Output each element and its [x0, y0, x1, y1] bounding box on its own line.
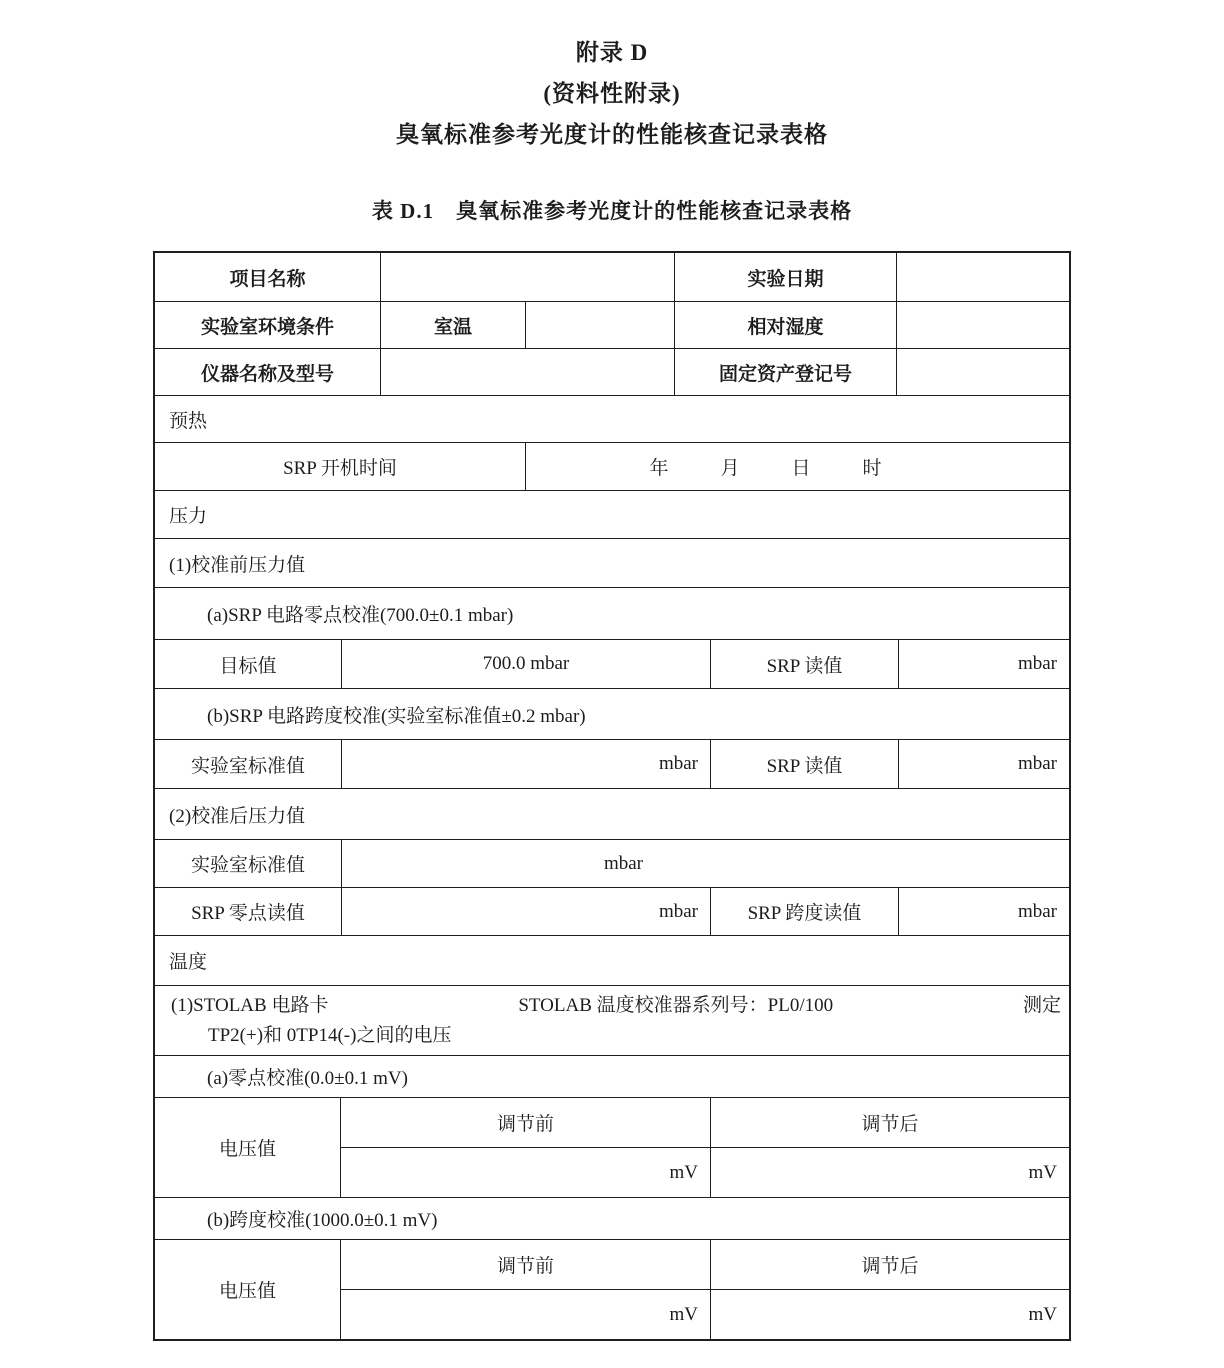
table-row: [155, 1097, 1069, 1197]
srp-start-datetime-cell: [525, 443, 1069, 490]
lab-std-label: 实验室标准值: [190, 755, 305, 777]
srp-span-reading-unit: mbar: [898, 888, 1069, 935]
stolab-serial-label: STOLAB 温度校准器系列号：PL0/100: [518, 994, 834, 1016]
voltage-zero-header-row: [341, 1098, 1069, 1147]
after-adjust-unit: mV: [710, 1290, 1069, 1339]
voltage-span-header-row: [341, 1240, 1069, 1289]
srp-zero-reading-label: SRP 零点读值: [191, 903, 305, 924]
day-label: 日: [791, 458, 811, 479]
room-temp-label: 室温: [380, 302, 525, 348]
before-adjust-unit: mV: [669, 1303, 698, 1325]
after-adjust-unit: mV: [710, 1148, 1069, 1197]
record-form-table: [153, 251, 1071, 1341]
asset-no-value-cell: [896, 349, 1069, 395]
voltage-zero-grid: [340, 1098, 1069, 1197]
table-row: [155, 253, 1069, 301]
pressure-section-label: 压力: [169, 506, 208, 527]
table-row: [155, 442, 1069, 490]
srp-zero-reading-unit: mbar: [341, 888, 710, 935]
srp-start-time-label: SRP 开机时间: [283, 458, 397, 479]
pressure-span-cal-label: (b)SRP 电路跨度校准(实验室标准值±0.2 mbar): [207, 705, 586, 727]
lab-std-label: 实验室标准值: [190, 855, 305, 876]
pressure-before-label: (1)校准前压力值: [169, 554, 306, 576]
preheat-section-label: 预热: [169, 410, 208, 432]
after-adjust-label: 调节后: [710, 1098, 1069, 1147]
year-label: 年: [649, 458, 669, 479]
table-row: [155, 935, 1069, 985]
pressure-zero-cal-label: (a)SRP 电路零点校准(700.0±0.1 mbar): [207, 605, 514, 626]
appendix-subject-title: 臭氧标准参考光度计的性能核查记录表格: [396, 122, 828, 147]
humidity-value-cell: [896, 302, 1069, 348]
table-row: [155, 887, 1069, 935]
stolab-line1: [171, 991, 1061, 1021]
srp-reading-label: SRP 读值: [710, 640, 898, 688]
table-row: [155, 348, 1069, 395]
before-adjust-unit: mV: [669, 1161, 698, 1183]
table-row: [155, 639, 1069, 688]
table-row: [155, 1239, 1069, 1339]
hour-label: 时: [862, 458, 882, 479]
voltage-value-label: 电压值: [218, 1281, 276, 1302]
srp-reading-label: SRP 读值: [710, 740, 898, 788]
after-adjust-label: 调节后: [710, 1240, 1069, 1289]
lab-env-label: 实验室环境条件: [200, 316, 334, 338]
target-value: 700.0 mbar: [341, 640, 710, 688]
table-row: [155, 301, 1069, 348]
table-row: [155, 1197, 1069, 1239]
srp-reading-unit: mbar: [898, 640, 1069, 688]
month-label: 月: [720, 458, 740, 479]
table-row: [155, 985, 1069, 1055]
before-adjust-label: 调节前: [496, 1256, 554, 1277]
voltage-span-value-row: [341, 1289, 1069, 1339]
table-caption: 表 D.1 臭氧标准参考光度计的性能核查记录表格: [371, 199, 853, 223]
stolab-line2: [171, 1021, 1061, 1051]
stolab-voltage-between-label: TP2(+)和 0TP14(-)之间的电压: [208, 1024, 452, 1046]
stolab-card-label: (1)STOLAB 电路卡: [171, 994, 329, 1016]
asset-no-label: 固定资产登记号: [674, 349, 896, 395]
table-row: [155, 490, 1069, 538]
srp-reading-unit: mbar: [898, 740, 1069, 788]
lab-std-after-unit: mbar: [341, 840, 1069, 887]
table-row: [155, 1055, 1069, 1097]
table-row: [155, 788, 1069, 839]
voltage-span-grid: [340, 1240, 1069, 1339]
experiment-date-label: 实验日期: [674, 253, 896, 301]
table-row: [155, 395, 1069, 442]
table-row: [155, 839, 1069, 887]
table-row: [155, 587, 1069, 639]
stolab-description-cell: [155, 986, 1069, 1055]
voltage-value-label: 电压值: [218, 1139, 276, 1160]
stolab-measure-label: 测定: [1022, 994, 1061, 1016]
srp-span-reading-label: SRP 跨度读值: [710, 888, 898, 935]
experiment-date-value-cell: [896, 253, 1069, 301]
pressure-after-label: (2)校准后压力值: [169, 805, 306, 827]
appendix-informative-note: (资料性附录): [543, 81, 681, 106]
table-row: [155, 739, 1069, 788]
appendix-title: 附录 D: [575, 40, 649, 65]
voltage-zero-value-row: [341, 1147, 1069, 1197]
table-row: [155, 688, 1069, 739]
temperature-section-label: 温度: [169, 952, 208, 973]
table-row: [155, 538, 1069, 587]
title-block: [0, 0, 1224, 155]
instrument-label: 仪器名称及型号: [200, 363, 334, 385]
humidity-label: 相对湿度: [674, 302, 896, 348]
lab-std-value-unit: mbar: [341, 740, 710, 788]
before-adjust-label: 调节前: [496, 1114, 554, 1135]
temp-zero-cal-label: (a)零点校准(0.0±0.1 mV): [207, 1068, 408, 1089]
project-name-label: 项目名称: [229, 268, 306, 290]
instrument-value-cell: [380, 349, 674, 395]
target-value-label: 目标值: [219, 655, 277, 677]
project-name-value-cell: [380, 253, 674, 301]
temp-span-cal-label: (b)跨度校准(1000.0±0.1 mV): [207, 1210, 438, 1231]
room-temp-value-cell: [525, 302, 674, 348]
